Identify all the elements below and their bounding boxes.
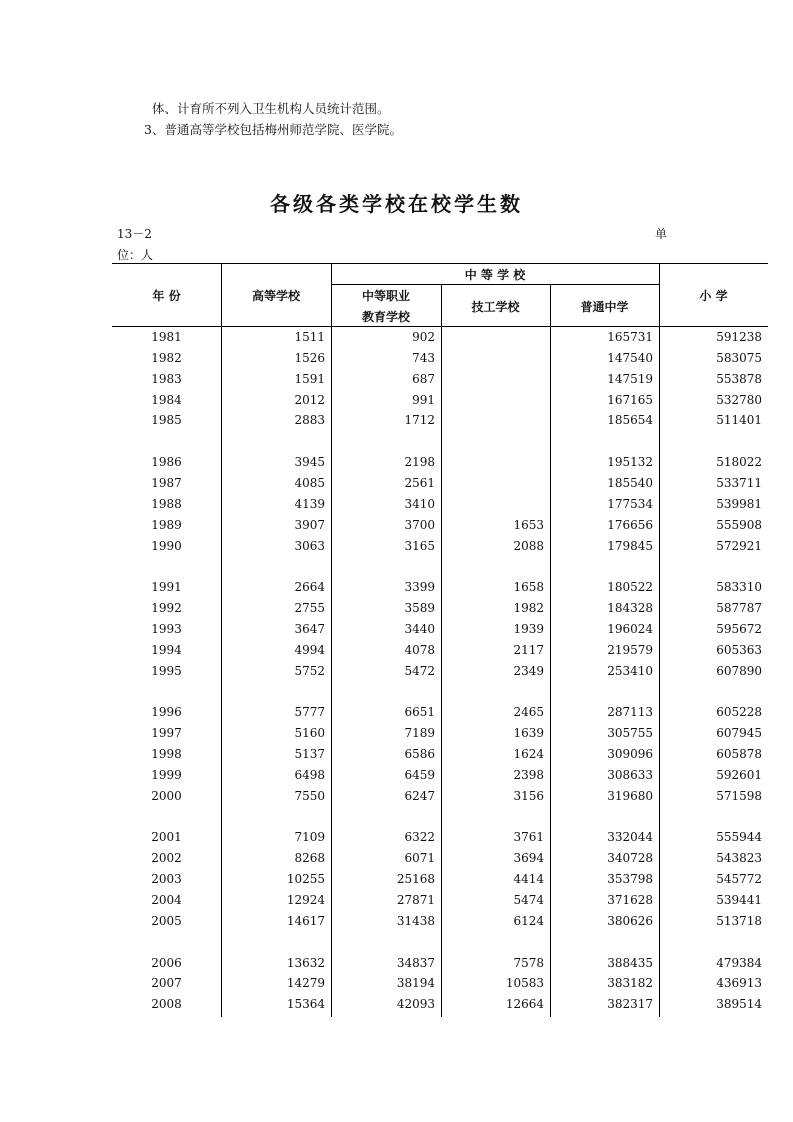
table-row bbox=[0, 390, 793, 411]
primary-cell: 389514 bbox=[716, 997, 762, 1012]
general-middle-cell: 180522 bbox=[607, 580, 653, 595]
vocational-cell: 3165 bbox=[404, 538, 435, 553]
table-row bbox=[0, 536, 793, 557]
table-row bbox=[0, 348, 793, 369]
vocational-cell: 42093 bbox=[396, 997, 435, 1012]
primary-cell: 532780 bbox=[716, 392, 762, 407]
unit-label-part1: 单 bbox=[655, 227, 668, 241]
table-row bbox=[0, 661, 793, 682]
table-row bbox=[0, 702, 793, 723]
general-middle-cell: 388435 bbox=[607, 955, 653, 970]
primary-cell: 553878 bbox=[716, 371, 762, 386]
table-row bbox=[0, 765, 793, 786]
vocational-cell: 6071 bbox=[404, 851, 435, 866]
table-row bbox=[0, 515, 793, 536]
general-middle-cell: 371628 bbox=[607, 892, 653, 907]
footnote-line-2: 3、普通高等学校包括梅州师范学院、医学院。 bbox=[144, 122, 402, 137]
primary-cell: 518022 bbox=[716, 455, 762, 470]
primary-cell: 555944 bbox=[716, 830, 762, 845]
technical-cell: 3761 bbox=[513, 830, 544, 845]
higher-education-cell: 3063 bbox=[294, 538, 325, 553]
table-row bbox=[0, 890, 793, 911]
general-middle-cell: 184328 bbox=[607, 601, 653, 616]
primary-cell: 605878 bbox=[716, 747, 762, 761]
technical-cell: 1658 bbox=[513, 580, 544, 595]
year-cell: 1984 bbox=[151, 392, 182, 407]
primary-cell: 513718 bbox=[716, 913, 762, 928]
table-row bbox=[0, 827, 793, 848]
header-technical-schools: 技工学校 bbox=[471, 300, 520, 314]
table-row bbox=[0, 640, 793, 661]
primary-cell: 583075 bbox=[716, 350, 762, 365]
higher-education-cell: 10255 bbox=[286, 872, 325, 887]
year-cell: 1992 bbox=[151, 601, 182, 616]
technical-cell: 5474 bbox=[513, 892, 544, 907]
higher-education-cell: 5160 bbox=[294, 726, 325, 741]
table-row bbox=[0, 452, 793, 473]
vocational-cell: 902 bbox=[412, 330, 435, 344]
higher-education-cell: 3907 bbox=[294, 517, 325, 532]
higher-education-cell: 3647 bbox=[294, 621, 325, 636]
technical-cell: 3156 bbox=[513, 788, 544, 803]
vocational-cell: 1712 bbox=[404, 413, 435, 428]
vocational-cell: 6586 bbox=[404, 747, 435, 761]
year-cell: 1998 bbox=[151, 747, 182, 761]
table-row bbox=[0, 744, 793, 765]
table-row bbox=[0, 973, 793, 994]
technical-cell: 1939 bbox=[513, 621, 544, 636]
general-middle-cell: 196024 bbox=[607, 621, 653, 636]
higher-education-cell: 14279 bbox=[286, 976, 325, 991]
year-cell: 2007 bbox=[151, 976, 182, 991]
table-title: 各级各类学校在校学生数 bbox=[270, 192, 523, 216]
table-row bbox=[0, 994, 793, 1015]
general-middle-cell: 308633 bbox=[607, 767, 653, 782]
header-vocational-line2: 教育学校 bbox=[361, 310, 410, 324]
general-middle-cell: 382317 bbox=[607, 997, 653, 1012]
primary-cell: 533711 bbox=[716, 476, 762, 490]
higher-education-cell: 13632 bbox=[286, 955, 325, 970]
year-cell: 2004 bbox=[151, 892, 182, 907]
year-cell: 2002 bbox=[151, 851, 182, 866]
year-cell: 1987 bbox=[151, 476, 182, 490]
vocational-cell: 3700 bbox=[404, 517, 435, 532]
table-row bbox=[0, 619, 793, 640]
vocational-cell: 687 bbox=[412, 371, 435, 386]
general-middle-cell: 287113 bbox=[607, 705, 653, 720]
table-row bbox=[0, 327, 793, 348]
primary-cell: 511401 bbox=[716, 413, 762, 428]
vocational-cell: 2198 bbox=[404, 455, 435, 470]
year-cell: 1993 bbox=[151, 621, 182, 636]
general-middle-cell: 147519 bbox=[607, 371, 653, 386]
table-row bbox=[0, 410, 793, 431]
general-middle-cell: 380626 bbox=[607, 913, 653, 928]
higher-education-cell: 2012 bbox=[294, 392, 325, 407]
technical-cell: 2465 bbox=[513, 705, 544, 720]
vocational-cell: 34837 bbox=[396, 955, 435, 970]
primary-cell: 543823 bbox=[716, 851, 762, 866]
higher-education-cell: 3945 bbox=[294, 455, 325, 470]
vocational-cell: 7189 bbox=[404, 726, 435, 741]
higher-education-cell: 15364 bbox=[286, 997, 325, 1012]
general-middle-cell: 340728 bbox=[607, 851, 653, 866]
higher-education-cell: 1511 bbox=[294, 330, 325, 344]
higher-education-cell: 2755 bbox=[294, 601, 325, 616]
primary-cell: 605228 bbox=[716, 705, 762, 720]
primary-cell: 592601 bbox=[716, 767, 762, 782]
vocational-cell: 5472 bbox=[404, 663, 435, 678]
technical-cell: 2398 bbox=[513, 767, 544, 782]
vocational-cell: 6651 bbox=[404, 705, 435, 720]
higher-education-cell: 1591 bbox=[294, 371, 325, 386]
header-general-middle-schools: 普通中学 bbox=[580, 300, 629, 314]
vocational-cell: 4078 bbox=[404, 642, 435, 657]
technical-cell: 1624 bbox=[513, 747, 544, 761]
table-row bbox=[0, 577, 793, 598]
higher-education-cell: 12924 bbox=[286, 892, 325, 907]
higher-education-cell: 5752 bbox=[294, 663, 325, 678]
vocational-cell: 3399 bbox=[404, 580, 435, 595]
year-cell: 1982 bbox=[151, 350, 182, 365]
general-middle-cell: 305755 bbox=[607, 726, 653, 741]
technical-cell: 2349 bbox=[513, 663, 544, 678]
technical-cell: 12664 bbox=[505, 997, 544, 1012]
general-middle-cell: 185654 bbox=[607, 413, 653, 428]
technical-cell: 7578 bbox=[513, 955, 544, 970]
primary-cell: 587787 bbox=[716, 601, 762, 616]
general-middle-cell: 309096 bbox=[607, 747, 653, 761]
table-row bbox=[0, 786, 793, 807]
general-middle-cell: 195132 bbox=[607, 455, 653, 470]
year-cell: 1983 bbox=[151, 371, 182, 386]
primary-cell: 555908 bbox=[716, 517, 762, 532]
vocational-cell: 991 bbox=[412, 392, 435, 407]
year-cell: 1986 bbox=[151, 455, 182, 470]
vocational-cell: 6322 bbox=[404, 830, 435, 845]
year-cell: 1996 bbox=[151, 705, 182, 720]
year-cell: 2005 bbox=[151, 913, 182, 928]
technical-cell: 3694 bbox=[513, 851, 544, 866]
year-cell: 2006 bbox=[151, 955, 182, 970]
technical-cell: 10583 bbox=[505, 976, 544, 991]
higher-education-cell: 4994 bbox=[294, 642, 325, 657]
primary-cell: 539441 bbox=[716, 892, 762, 907]
general-middle-cell: 167165 bbox=[607, 392, 653, 407]
higher-education-cell: 14617 bbox=[286, 913, 325, 928]
general-middle-cell: 383182 bbox=[607, 976, 653, 991]
year-cell: 1995 bbox=[151, 663, 182, 678]
primary-cell: 605363 bbox=[716, 642, 762, 657]
table-row bbox=[0, 494, 793, 515]
table-row bbox=[0, 848, 793, 869]
table-row bbox=[0, 953, 793, 974]
technical-cell: 2117 bbox=[513, 642, 544, 657]
vocational-cell: 25168 bbox=[396, 872, 435, 887]
year-cell: 2001 bbox=[151, 830, 182, 845]
year-cell: 1989 bbox=[151, 517, 182, 532]
general-middle-cell: 185540 bbox=[607, 476, 653, 490]
general-middle-cell: 147540 bbox=[607, 350, 653, 365]
general-middle-cell: 177534 bbox=[607, 496, 653, 511]
primary-cell: 607945 bbox=[716, 726, 762, 741]
general-middle-cell: 176656 bbox=[607, 517, 653, 532]
footnote-line-1: 体、计育所不列入卫生机构人员统计范围。 bbox=[152, 101, 390, 116]
vocational-cell: 3440 bbox=[404, 621, 435, 636]
table-row bbox=[0, 598, 793, 619]
higher-education-cell: 2883 bbox=[294, 413, 325, 428]
higher-education-cell: 5777 bbox=[294, 705, 325, 720]
table-row bbox=[0, 369, 793, 390]
table-number: 13－2 bbox=[117, 227, 152, 241]
header-year: 年 份 bbox=[152, 289, 181, 303]
technical-cell: 1639 bbox=[513, 726, 544, 741]
technical-cell: 6124 bbox=[513, 913, 544, 928]
general-middle-cell: 179845 bbox=[607, 538, 653, 553]
year-cell: 1981 bbox=[151, 330, 182, 344]
header-higher-education: 高等学校 bbox=[251, 289, 300, 303]
year-cell: 1997 bbox=[151, 726, 182, 741]
general-middle-cell: 219579 bbox=[607, 642, 653, 657]
year-cell: 1994 bbox=[151, 642, 182, 657]
primary-cell: 479384 bbox=[716, 955, 762, 970]
year-cell: 2008 bbox=[151, 997, 182, 1012]
higher-education-cell: 6498 bbox=[294, 767, 325, 782]
header-primary-schools: 小 学 bbox=[699, 289, 728, 303]
general-middle-cell: 253410 bbox=[607, 663, 653, 678]
general-middle-cell: 353798 bbox=[607, 872, 653, 887]
header-secondary-schools: 中 等 学 校 bbox=[464, 268, 526, 282]
year-cell: 1988 bbox=[151, 496, 182, 511]
vocational-cell: 27871 bbox=[396, 892, 435, 907]
secondary-group-divider bbox=[331, 284, 659, 285]
vocational-cell: 38194 bbox=[396, 976, 435, 991]
vocational-cell: 6459 bbox=[404, 767, 435, 782]
primary-cell: 539981 bbox=[716, 496, 762, 511]
unit-label-part2: 位：人 bbox=[117, 248, 154, 262]
vocational-cell: 743 bbox=[412, 350, 435, 365]
vocational-cell: 3589 bbox=[404, 601, 435, 616]
technical-cell: 1982 bbox=[513, 601, 544, 616]
primary-cell: 436913 bbox=[716, 976, 762, 991]
higher-education-cell: 2664 bbox=[294, 580, 325, 595]
primary-cell: 545772 bbox=[716, 872, 762, 887]
year-cell: 1991 bbox=[151, 580, 182, 595]
higher-education-cell: 7109 bbox=[294, 830, 325, 845]
technical-cell: 2088 bbox=[513, 538, 544, 553]
general-middle-cell: 332044 bbox=[607, 830, 653, 845]
primary-cell: 572921 bbox=[716, 538, 762, 553]
technical-cell: 4414 bbox=[513, 872, 544, 887]
primary-cell: 571598 bbox=[716, 788, 762, 803]
table-row bbox=[0, 723, 793, 744]
higher-education-cell: 5137 bbox=[294, 747, 325, 761]
vocational-cell: 31438 bbox=[396, 913, 435, 928]
technical-cell: 1653 bbox=[513, 517, 544, 532]
table-row bbox=[0, 473, 793, 494]
vocational-cell: 3410 bbox=[404, 496, 435, 511]
general-middle-cell: 165731 bbox=[607, 330, 653, 344]
primary-cell: 607890 bbox=[716, 663, 762, 678]
header-vocational-line1: 中等职业 bbox=[361, 289, 410, 303]
table-row bbox=[0, 869, 793, 890]
table-row bbox=[0, 911, 793, 932]
year-cell: 2003 bbox=[151, 872, 182, 887]
primary-cell: 583310 bbox=[716, 580, 762, 595]
general-middle-cell: 319680 bbox=[607, 788, 653, 803]
year-cell: 1990 bbox=[151, 538, 182, 553]
higher-education-cell: 4139 bbox=[294, 496, 325, 511]
primary-cell: 595672 bbox=[716, 621, 762, 636]
higher-education-cell: 8268 bbox=[294, 851, 325, 866]
higher-education-cell: 7550 bbox=[294, 788, 325, 803]
year-cell: 2000 bbox=[151, 788, 182, 803]
vocational-cell: 2561 bbox=[404, 476, 435, 490]
primary-cell: 591238 bbox=[716, 330, 762, 344]
year-cell: 1985 bbox=[151, 413, 182, 428]
table-top-border bbox=[112, 263, 768, 264]
higher-education-cell: 4085 bbox=[294, 476, 325, 490]
vocational-cell: 6247 bbox=[404, 788, 435, 803]
higher-education-cell: 1526 bbox=[294, 350, 325, 365]
year-cell: 1999 bbox=[151, 767, 182, 782]
